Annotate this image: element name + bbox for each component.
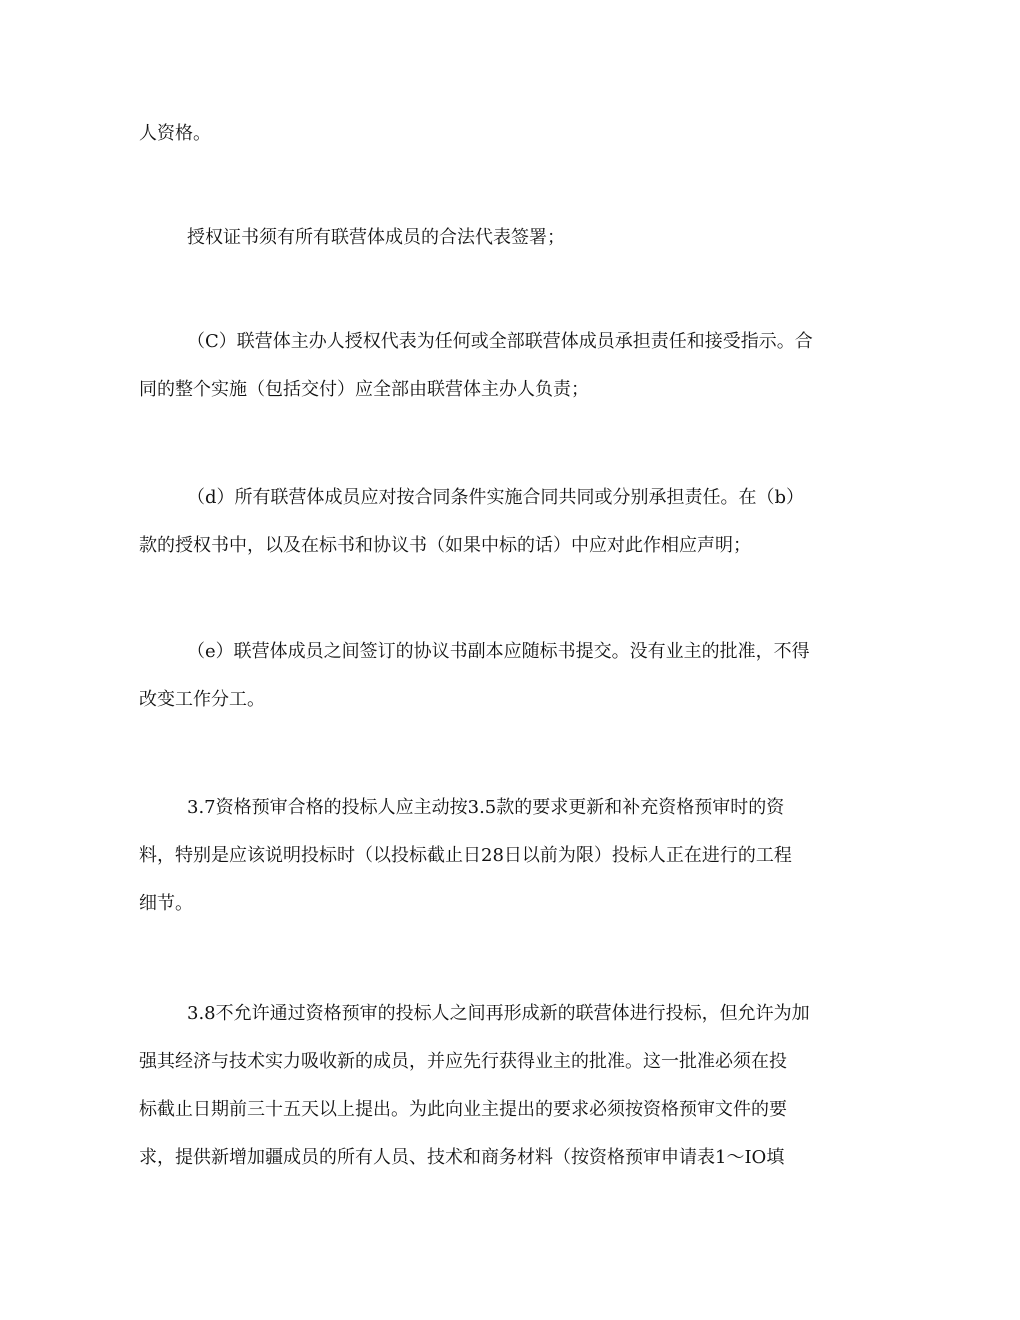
- paragraph-section-3-7: [139, 784, 874, 928]
- text-line: （e）联营体成员之间签订的协议书副本应随标书提交。没有业主的批准，不得: [187, 641, 810, 662]
- paragraph-clause-e: [139, 628, 874, 724]
- text-line: 强其经济与技术实力吸收新的成员，并应先行获得业主的批准。这一批准必须在投: [139, 1051, 787, 1072]
- text-line: 人资格。: [139, 123, 211, 144]
- text-line: 3.8不允许通过资格预审的投标人之间再形成新的联营体进行投标，但允许为加: [187, 1003, 810, 1024]
- text-line: 款的授权书中，以及在标书和协议书（如果中标的话）中应对此作相应声明；: [139, 535, 751, 556]
- text-line: 细节。: [139, 893, 193, 914]
- paragraph-section-3-8: [139, 990, 874, 1182]
- text-line: （d）所有联营体成员应对按合同条件实施合同共同或分别承担责任。在（b）: [187, 487, 805, 508]
- text-line: 改变工作分工。: [139, 689, 265, 710]
- text-line: 料，特别是应该说明投标时（以投标截止日28日以前为限）投标人正在进行的工程: [139, 845, 792, 866]
- text-line: 求，提供新增加疆成员的所有人员、技术和商务材料（按资格预审申请表1～IO填: [139, 1147, 785, 1168]
- paragraph-clause-c: [139, 318, 874, 414]
- text-line: 3.7资格预审合格的投标人应主动按3.5款的要求更新和补充资格预审时的资: [187, 797, 785, 818]
- text-line: （C）联营体主办人授权代表为任何或全部联营体成员承担责任和接受指示。合: [187, 331, 813, 352]
- text-line: 标截止日期前三十五天以上提出。为此向业主提出的要求必须按资格预审文件的要: [139, 1099, 787, 1120]
- text-line: 同的整个实施（包括交付）应全部由联营体主办人负责；: [139, 379, 589, 400]
- text-line: 授权证书须有所有联营体成员的合法代表签署；: [187, 227, 565, 248]
- paragraph-clause-d: [139, 474, 874, 570]
- paragraph-authorization-signature: [139, 214, 874, 262]
- paragraph-continuation: [139, 110, 874, 158]
